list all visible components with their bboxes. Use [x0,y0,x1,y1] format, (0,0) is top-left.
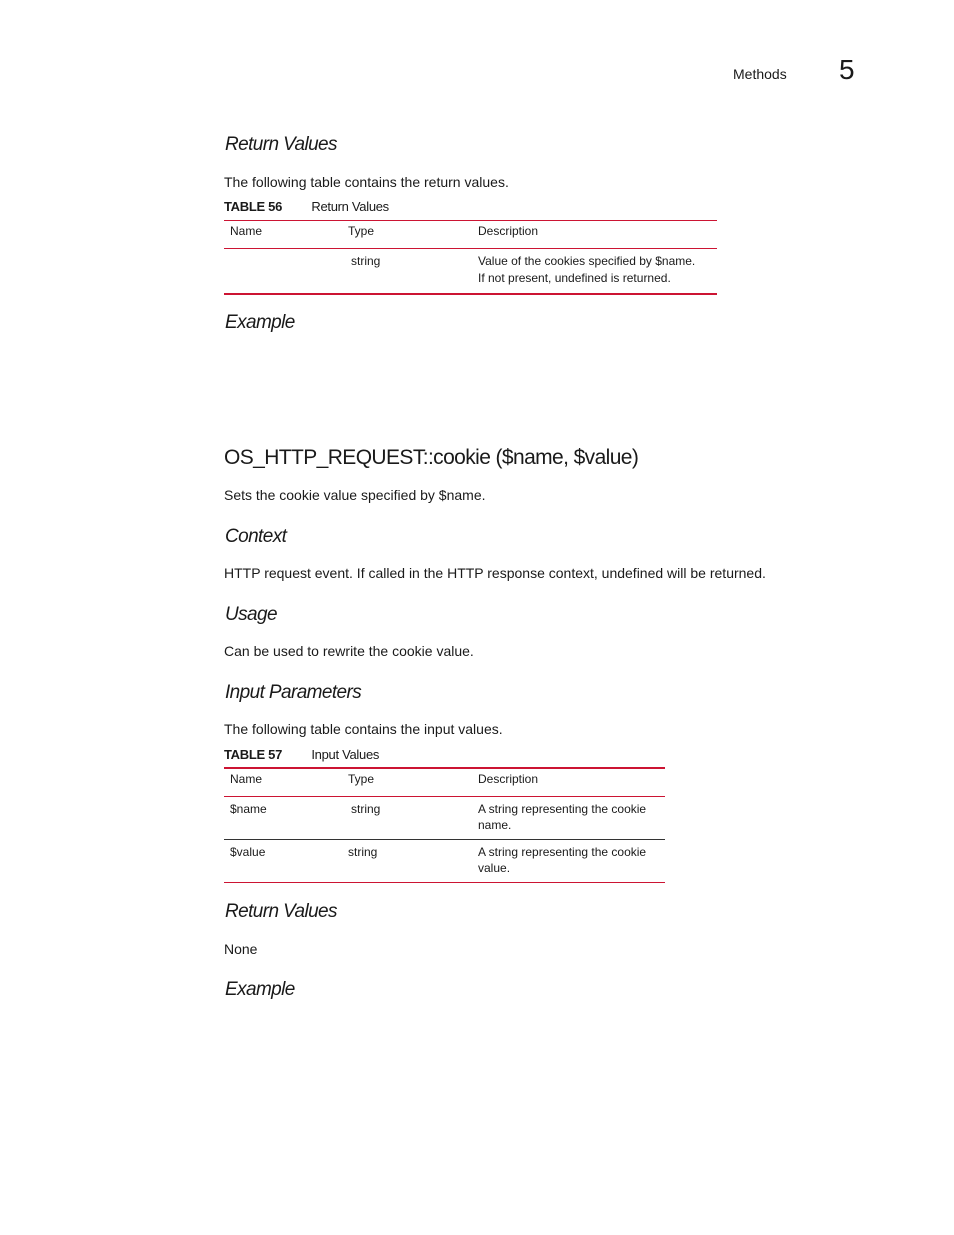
return-values-2-text: None [224,941,258,957]
table-56-title: Return Values [311,199,389,214]
table-57-row-1-name: $name [230,802,267,816]
table-56-caption [224,199,389,214]
table-57-title: Input Values [311,747,380,762]
usage-text: Can be used to rewrite the cookie value. [224,643,474,659]
table-56-number: TABLE 56 [224,199,283,214]
table-57-header-type: Type [342,768,472,797]
table-57-row-1-desc-line-1: A string representing the cookie [478,802,647,816]
table-56-header-name: Name [224,221,342,249]
context-text: HTTP request event. If called in the HTTP response context, undefined will be returned. [224,565,766,581]
table-row [224,840,665,883]
running-header-section: Methods [733,66,787,82]
table-row [224,797,665,840]
heading-context: Context [225,526,287,547]
table-56-cell-name [224,249,342,295]
heading-example-2: Example [225,979,295,1000]
table-57-header-name: Name [224,768,342,797]
return-values-intro: The following table contains the return values. [224,174,509,190]
table-56-desc-line-1: Value of the cookies specified by $name. [478,254,696,268]
table-57-number: TABLE 57 [224,747,283,762]
heading-input-parameters: Input Parameters [225,682,362,703]
input-parameters-intro: The following table contains the input values. [224,721,503,737]
table-57-row-2-description [472,840,665,883]
table-57-row-2-desc-line-2: value. [478,861,511,875]
table-56 [224,220,717,295]
heading-return-values-2: Return Values [225,901,337,922]
table-row [224,249,717,295]
heading-return-values: Return Values [225,134,337,155]
table-57-row-2-type: string [348,845,378,859]
heading-example: Example [225,312,295,333]
heading-usage: Usage [225,604,277,625]
table-57 [224,767,665,883]
table-56-desc-line-2: If not present, undefined is returned. [478,271,671,285]
table-56-header-type: Type [342,221,472,249]
table-57-row-2-name: $value [230,845,266,859]
table-56-cell-description [472,249,717,295]
method-title: OS_HTTP_REQUEST::cookie ($name, $value) [224,446,639,469]
table-56-header-description: Description [472,221,717,249]
table-57-row-1-desc-line-2: name. [478,818,512,832]
table-57-row-2-desc-line-1: A string representing the cookie [478,845,647,859]
table-56-cell-type: string [351,254,381,268]
table-57-header-description: Description [472,768,665,797]
method-description: Sets the cookie value specified by $name. [224,487,486,503]
table-57-caption [224,747,379,762]
table-57-row-1-type: string [351,802,381,816]
table-57-row-1-description [472,797,665,840]
chapter-number: 5 [839,54,855,85]
